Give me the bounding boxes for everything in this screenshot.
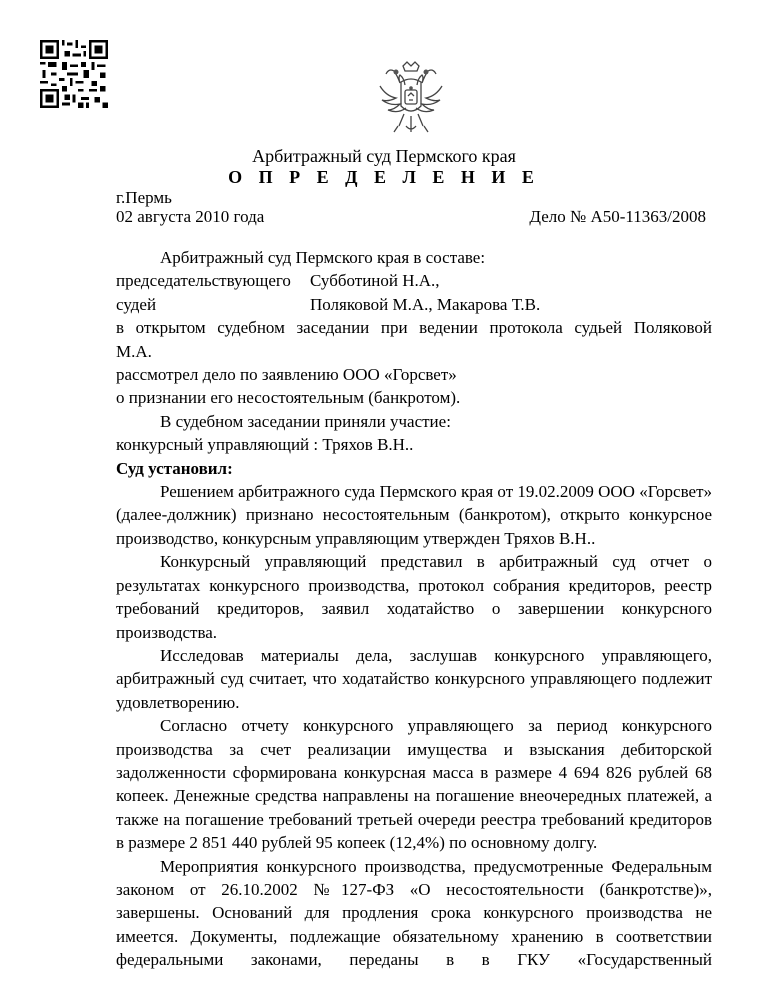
presiding-name: Субботиной Н.А., [310,271,440,291]
document-date: 02 августа 2010 года [116,207,265,226]
paragraph: Согласно отчету конкурсного управляющего за период конкурсного производства за счет реализации имущества и взыскания дебиторской задолженности сформирована конкурсная масса в размере 4 694 826 рублей 68 копеек. Денежные средства направлены на погашение внеочередных платежей, а также на погашение требований третьей очереди реестра требований кредиторов в размере 2 851 440 рублей 95 копеек (12,4%) по основному долгу. [116,716,712,853]
qr-code-icon [40,40,108,108]
judges-names: Поляковой М.А., Макарова Т.В. [310,294,541,314]
paragraph: Исследовав материалы дела, заслушав конкурсного управляющего, арбитражный суд считает, что ходатайство конкурсного управляющего подлежит удовлетворению. [116,645,712,712]
established-heading: Суд установил: [116,458,233,478]
presiding-label: председательствующего [116,271,291,291]
court-name: Арбитражный суд Пермского края [252,146,516,166]
paragraph: Мероприятия конкурсного производства, предусмотренные Федеральным законом от 26.10.2002 №127-ФЗ «О несостоятельности (банкротстве)», завершены. Оснований для продления срока конкурсного производства не имеется. Документы, подлежащие обязательному хранению в соответствии федеральными законами, переданы в в ГКУ «Государственный [116,856,712,970]
session-line: в открытом судебном заседании при ведении протокола судьей Поляковой [116,318,712,338]
document-body [116,246,712,972]
case-subject: о признании его несостоятельным (банкротом). [116,388,461,408]
city: г.Пермь [116,188,172,207]
participant: конкурсный управляющий : Тряхов В.Н.. [116,435,414,455]
composition-intro: Арбитражный суд Пермского края в составе: [160,248,486,267]
presiding-judge-line [116,269,712,292]
document-type-title: О П Р Е Д Е Л Е Н И Е [228,167,540,187]
paragraph: Решением арбитражного суда Пермского края от 19.02.2009 ООО «Горсвет» (далее-должник) признано несостоятельным (банкротом), открыто конкурсное производство, конкурсным управляющим утвержден Тряхов В.Н.. [116,482,712,548]
paragraph: Конкурсный управляющий представил в арбитражный суд отчет о результатах конкурсного производства, протокол собрания кредиторов, реестр требований кредиторов, заявил ходатайство о завершении конкурсного производства. [116,552,712,642]
judges-label: судей [116,294,157,314]
session-line-end: М.А. [116,341,152,361]
participants-intro: В судебном заседании приняли участие: [160,411,451,431]
judges-line [116,293,712,316]
case-considered: рассмотрел дело по заявлению ООО «Горсвет» [116,365,457,385]
coat-of-arms-emblem [376,60,446,142]
case-number: Дело № А50-11363/2008 [529,207,706,226]
